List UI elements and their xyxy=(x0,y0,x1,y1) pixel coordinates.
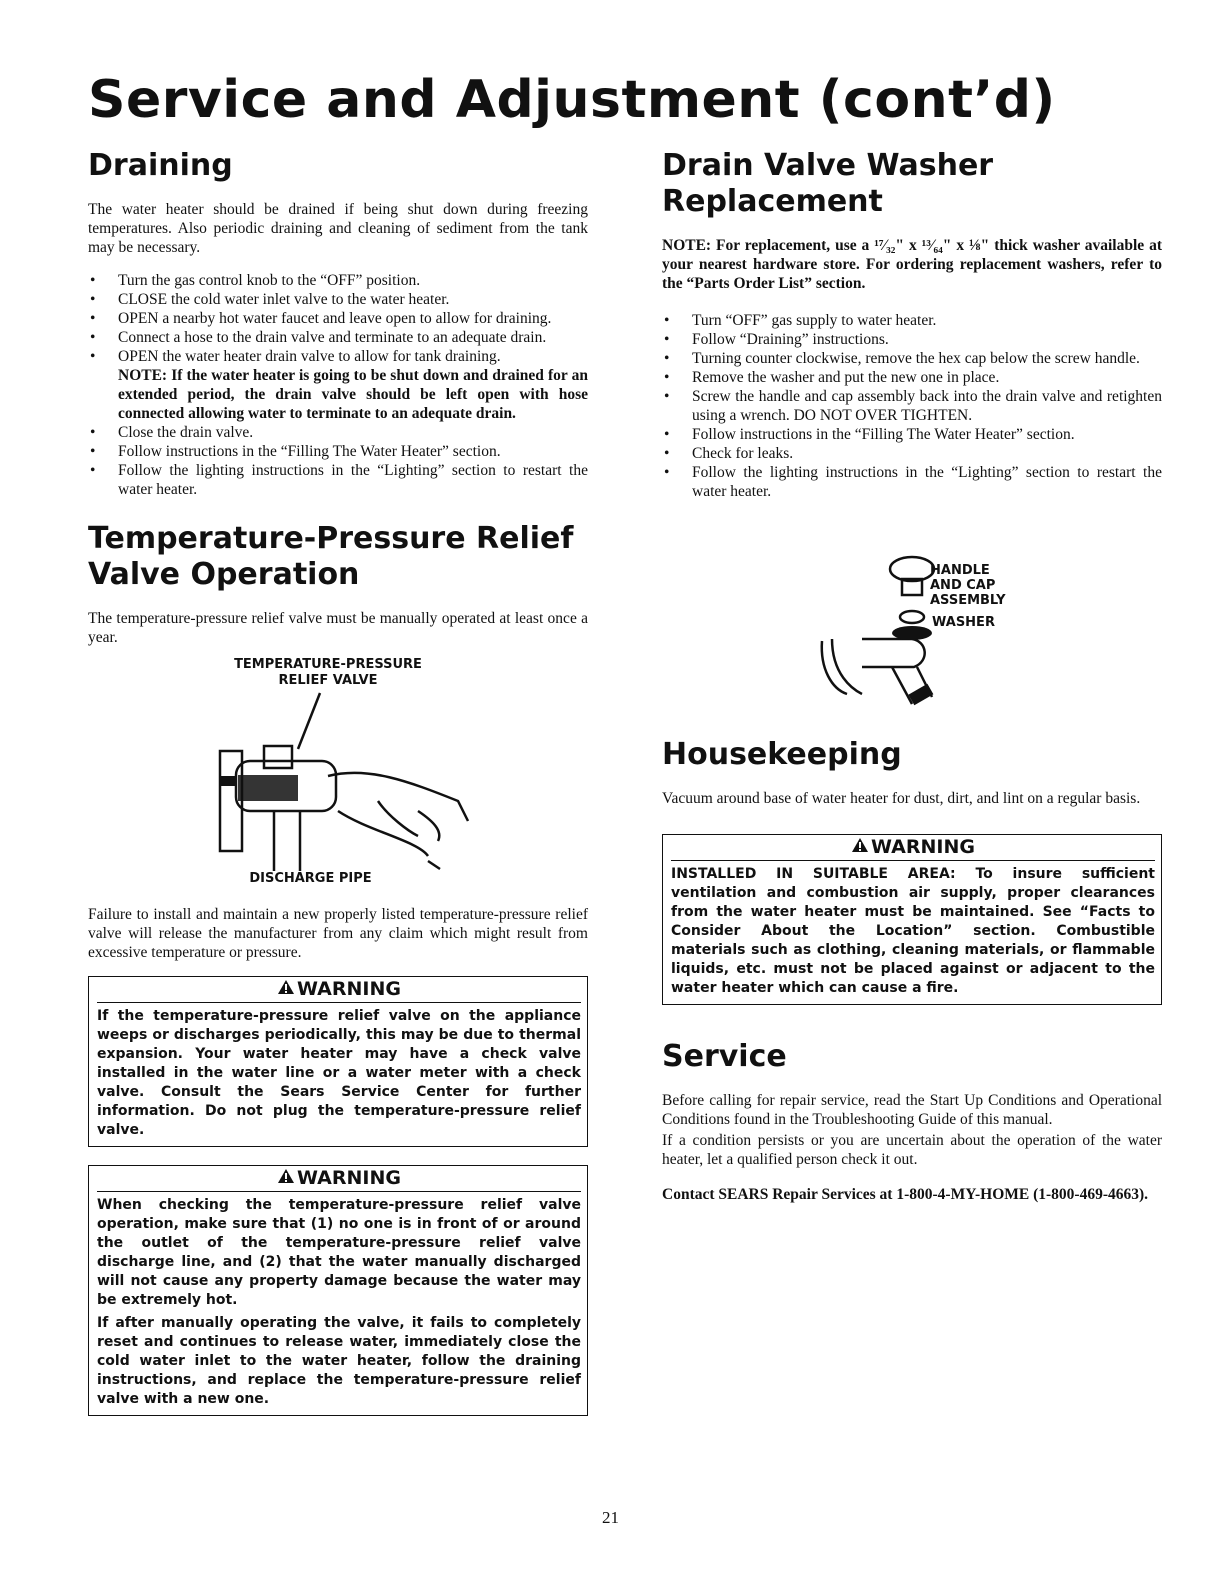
warning-title xyxy=(97,1166,581,1192)
page-title: Service and Adjustment (cont’d) xyxy=(88,70,1056,130)
draining-note: NOTE: If the water heater is going to be shut down and drained for an extended period, the drain valve should be left open with hose connected allowing water to terminate to an adequate drain. xyxy=(118,367,588,422)
warning-text: If after manually operating the valve, it fails to completely reset and continues to release water, immediately close the cold water inlet to the water heater, follow the draining instructions, and replace the temperature-pressure relief valve with a new one. xyxy=(97,1315,581,1407)
list-item: • Follow the lighting instructions in the “Lighting” section to restart the water heater. xyxy=(88,461,588,499)
list-item: • Follow instructions in the “Filling The Water Heater” section. xyxy=(88,442,588,461)
warning-triangle-icon xyxy=(277,979,295,995)
list-item: • Turn “OFF” gas supply to water heater. xyxy=(662,311,1162,330)
service-contact: Contact SEARS Repair Services at 1-800-4-MY-HOME (1-800-469-4663). xyxy=(662,1186,1149,1203)
handle-cap-label-line1: HANDLE xyxy=(930,563,990,578)
warning-text: INSTALLED IN SUITABLE AREA: To insure sufficient ventilation and combustion air supply, proper clearances from the water heater must be maintained. See “Facts to Consider About the Location” section. Combustible materials such as clothing, cleaning materials, or flammable liquids, etc. must not be placed against or adjacent to the water heater which can cause a fire. xyxy=(671,866,1155,996)
list-item: • Follow “Draining” instructions. xyxy=(662,330,1162,349)
warning-box-3 xyxy=(662,834,1162,1005)
washer-note: NOTE: For replacement, use a ¹⁷⁄₃₂" x ¹³⁄₆₄" x ⅛" thick washer available at your nearest hardware store. For ordering replacement washers, refer to the “Parts Order List” section. xyxy=(662,237,1162,292)
warning-box-2 xyxy=(88,1165,588,1416)
tpr-valve-label-line2: RELIEF VALVE xyxy=(278,673,378,688)
list-item: • Check for leaks. xyxy=(662,444,1162,463)
washer-steps xyxy=(662,311,1162,501)
handle-cap-label-line2: AND CAP xyxy=(930,578,996,593)
tpr-valve-illustration xyxy=(88,691,588,891)
left-column xyxy=(88,148,588,1416)
list-item: • Connect a hose to the drain valve and terminate to an adequate drain. xyxy=(88,328,588,347)
service-paragraph-1: Before calling for repair service, read the Start Up Conditions and Operational Conditions found in the Troubleshooting Guide of this manual. xyxy=(662,1092,1162,1128)
right-column xyxy=(662,148,1162,1212)
warning-text: If the temperature-pressure relief valve on the appliance weeps or discharges periodically, this may be due to thermal expansion. Your water heater may have a check valve installed in the water line or a water meter with a check valve. Consult the Sears Service Center for further information. Do not plug the temperature-pressure relief valve. xyxy=(97,1008,581,1138)
housekeeping-text: Vacuum around base of water heater for dust, dirt, and lint on a regular basis. xyxy=(662,790,1141,807)
service-heading: Service xyxy=(662,1039,787,1074)
draining-intro: The water heater should be drained if being shut down during freezing temperatures. Also periodic draining and cleaning of sediment from the tank may be necessary. xyxy=(88,201,588,256)
tpr-valve-label xyxy=(188,657,468,689)
list-item: • Follow instructions in the “Filling The Water Heater” section. xyxy=(662,425,1162,444)
warning-title xyxy=(671,835,1155,861)
handle-cap-label-line3: ASSEMBLY xyxy=(930,593,1006,608)
warning-title-text: WARNING xyxy=(297,978,401,1000)
discharge-pipe-label: DISCHARGE PIPE xyxy=(249,871,372,886)
draining-heading: Draining xyxy=(88,148,233,183)
handle-cap-label xyxy=(930,563,1006,608)
washer-label: WASHER xyxy=(932,615,995,630)
warning-title-text: WARNING xyxy=(871,836,975,858)
list-item xyxy=(88,347,588,423)
service-paragraph-2: If a condition persists or you are uncertain about the operation of the water heater, let a qualified person check it out. xyxy=(662,1132,1162,1168)
washer-heading: Drain Valve Washer Replacement xyxy=(662,148,994,219)
warning-text: When checking the temperature-pressure relief valve operation, make sure that (1) no one is in front of or around the outlet of the temperature-pressure relief valve discharge line, and (2) that the water manually discharged will not cause any property damage because the water may be extremely hot. xyxy=(97,1197,581,1308)
housekeeping-heading: Housekeeping xyxy=(662,737,902,772)
warning-title xyxy=(97,977,581,1003)
list-item: • Follow the lighting instructions in the “Lighting” section to restart the water heater. xyxy=(662,463,1162,501)
tpr-valve-label-line1: TEMPERATURE-PRESSURE xyxy=(234,657,422,672)
list-item: • Turn the gas control knob to the “OFF” position. xyxy=(88,271,588,290)
washer-figure xyxy=(662,549,1162,709)
list-item: • Remove the washer and put the new one in place. xyxy=(662,368,1162,387)
tpr-paragraph: Failure to install and maintain a new properly listed temperature-pressure relief valve will release the manufacturer from any claim which might result from excessive temperature or pressure. xyxy=(88,906,588,961)
warning-box-1 xyxy=(88,976,588,1147)
draining-steps xyxy=(88,271,588,499)
list-item: • CLOSE the cold water inlet valve to the water heater. xyxy=(88,290,588,309)
list-item: • Screw the handle and cap assembly back into the drain valve and retighten using a wrench. DO NOT OVER TIGHTEN. xyxy=(662,387,1162,425)
page-number: 21 xyxy=(602,1508,619,1527)
warning-title-text: WARNING xyxy=(297,1167,401,1189)
warning-triangle-icon xyxy=(851,837,869,853)
warning-triangle-icon xyxy=(277,1168,295,1184)
list-item: • OPEN a nearby hot water faucet and leave open to allow for draining. xyxy=(88,309,588,328)
list-item: • Close the drain valve. xyxy=(88,423,588,442)
list-item-text: OPEN the water heater drain valve to allow for tank draining. xyxy=(118,348,501,365)
tpr-heading: Temperature-Pressure Relief Valve Operation xyxy=(88,521,574,592)
tpr-figure xyxy=(88,657,588,887)
list-item: • Turning counter clockwise, remove the hex cap below the screw handle. xyxy=(662,349,1162,368)
tpr-intro: The temperature-pressure relief valve must be manually operated at least once a year. xyxy=(88,610,588,646)
